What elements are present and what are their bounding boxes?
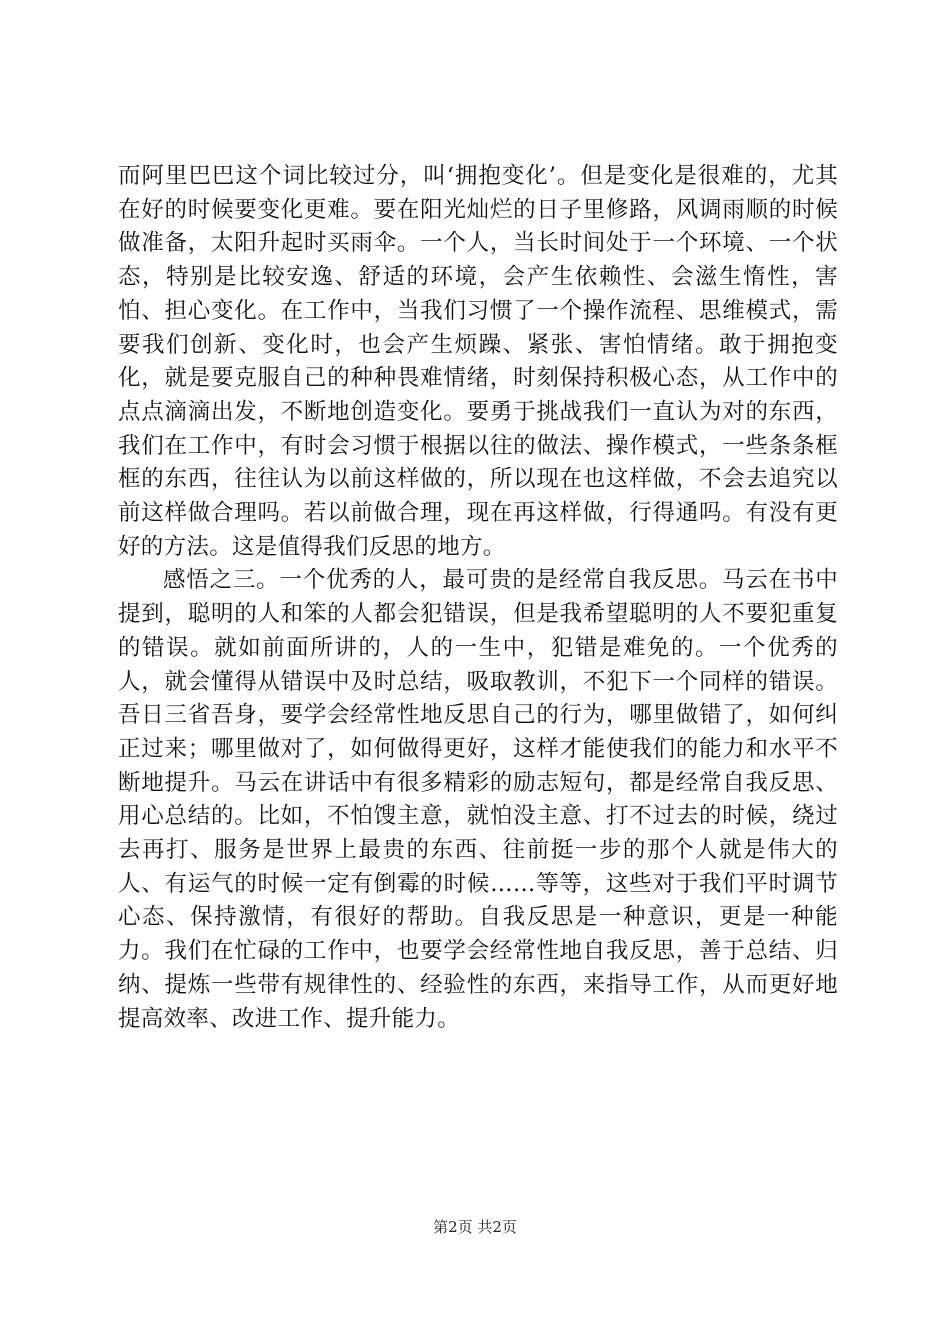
document-body (118, 160, 838, 1036)
page-footer: 第2页 共2页 (433, 1218, 517, 1236)
paragraph-2: 感悟之三。一个优秀的人，最可贵的是经常自我反思。马云在书中提到，聪明的人和笨的人都会犯错误，但是我希望聪明的人不要犯重复的错误。就如前面所讲的，人的一生中，犯错是难免的。一个优秀的人，就会懂得从错误中及时总结，吸取教训，不犯下一个同样的错误。吾日三省吾身，要学会经常性地反思自己的行为，哪里做错了，如何纠正过来；哪里做对了，如何做得更好，这样才能使我们的能力和水平不断地提升。马云在讲话中有很多精彩的励志短句，都是经常自我反思、用心总结的。比如，不怕馊主意，就怕没主意、打不过去的时候，绕过去再打、服务是世界上最贵的东西、往前挺一步的那个人就是伟大的人、有运气的时候一定有倒霉的时候……等等，这些对于我们平时调节心态、保持激情，有很好的帮助。自我反思是一种意识，更是一种能力。我们在忙碌的工作中，也要学会经常性地自我反思，善于总结、归纳、提炼一些带有规律性的、经验性的东西，来指导工作，从而更好地提高效率、改进工作、提升能力。 (118, 567, 838, 1032)
paragraph-1: 而阿里巴巴这个词比较过分，叫‘拥抱变化’。但是变化是很难的，尤其在好的时候要变化更难。要在阳光灿烂的日子里修路，风调雨顺的时候做准备，太阳升起时买雨伞。一个人，当长时间处于一个环境、一个状态，特别是比较安逸、舒适的环境，会产生依赖性、会滋生惰性，害怕、担心变化。在工作中，当我们习惯了一个操作流程、思维模式，需要我们创新、变化时，也会产生烦躁、紧张、害怕情绪。敢于拥抱变化，就是要克服自己的种种畏难情绪，时刻保持积极心态，从工作中的点点滴滴出发，不断地创造变化。要勇于挑战我们一直认为对的东西，我们在工作中，有时会习惯于根据以往的做法、操作模式，一些条条框框的东西，往往认为以前这样做的，所以现在也这样做，不会去追究以前这样做合理吗。若以前做合理，现在再这样做，行得通吗。有没有更好的方法。这是值得我们反思的地方。 (118, 163, 838, 560)
